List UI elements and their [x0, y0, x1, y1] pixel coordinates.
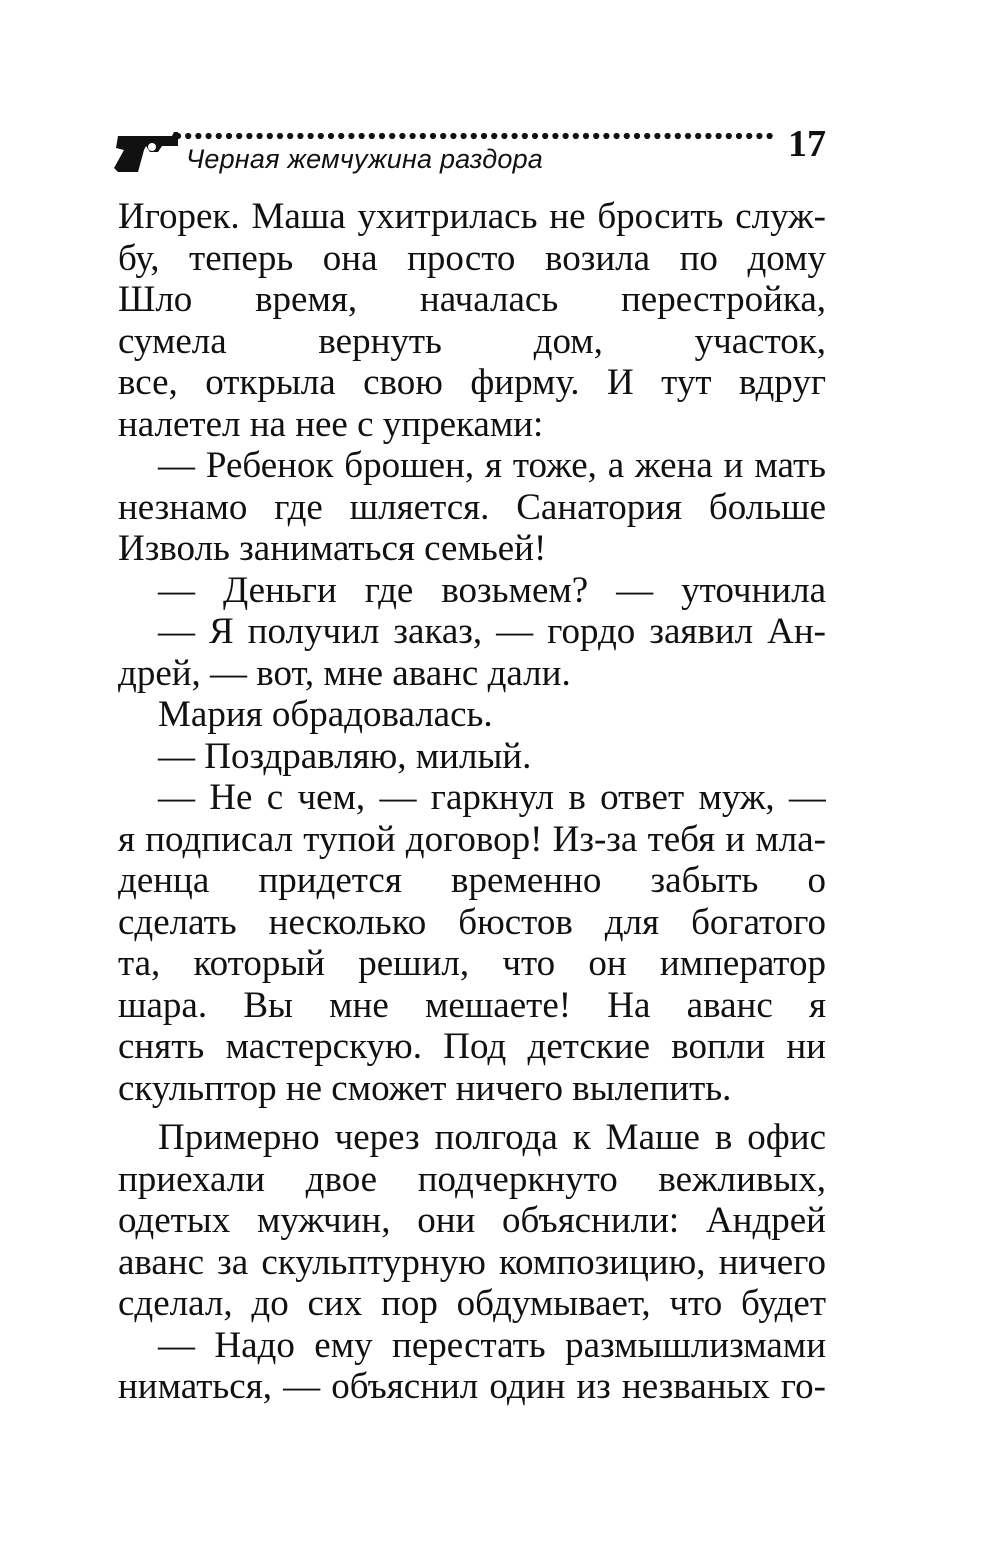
rule-dot — [583, 133, 589, 139]
rule-dot — [175, 133, 181, 139]
rule-dot — [348, 133, 354, 139]
text-line: скульптор не сможет ничего вылепить. — [118, 1067, 732, 1109]
rule-dot — [767, 133, 773, 139]
text-line: Шло время, началась перестройка, — [118, 279, 826, 320]
rule-dot — [736, 133, 742, 139]
rule-dot — [542, 133, 548, 139]
rule-dot — [420, 133, 426, 139]
page-number: 17 — [788, 123, 826, 165]
text-line: Игорек. Маша ухитрилась не бросить служ- — [118, 196, 826, 237]
text-line: та, который решил, что он император — [118, 943, 826, 984]
rule-dot — [481, 133, 487, 139]
revolver-icon — [112, 128, 178, 172]
text-line: — Не с чем, — гаркнул в ответ муж, — — [158, 777, 826, 818]
rule-dot — [379, 133, 385, 139]
text-line: Изволь заниматься семьей! — [118, 528, 547, 569]
text-line: сделать несколько бюстов для богатого — [118, 901, 826, 943]
running-header — [112, 118, 824, 180]
rule-dot — [257, 133, 263, 139]
rule-dot — [705, 133, 711, 139]
rule-dot — [297, 133, 303, 139]
rule-dot — [206, 133, 212, 139]
text-line: налетел на нее с упреками: — [118, 403, 544, 445]
rule-dot — [195, 133, 201, 139]
rule-dot — [440, 133, 446, 139]
text-line: — Поздравляю, милый. — [158, 735, 532, 777]
rule-dot — [634, 133, 640, 139]
rule-dot — [471, 133, 477, 139]
rule-dot — [491, 133, 497, 139]
rule-dot — [216, 133, 222, 139]
body-text — [118, 196, 826, 1408]
rule-dot — [644, 133, 650, 139]
rule-dot — [318, 133, 324, 139]
text-line: — Ребенок брошен, я тоже, а жена и мать — [158, 445, 826, 486]
rule-dot — [593, 133, 599, 139]
rule-dot — [716, 133, 722, 139]
rule-dot — [624, 133, 630, 139]
rule-dot — [450, 133, 456, 139]
text-line: — Деньги где возьмем? — уточнила — [158, 569, 826, 611]
rule-dot — [726, 133, 732, 139]
text-line: одетых мужчин, они объяснили: Андрей — [118, 1200, 826, 1241]
rule-dot — [369, 133, 375, 139]
rule-dot — [675, 133, 681, 139]
rule-dot — [287, 133, 293, 139]
rule-dot — [532, 133, 538, 139]
text-line: снять мастерскую. Под детские вопли ни — [118, 1026, 826, 1067]
rule-dot — [522, 133, 528, 139]
text-line: сделал, до сих пор обдумывает, что будет — [118, 1283, 826, 1324]
rule-dot — [573, 133, 579, 139]
rule-dot — [410, 133, 416, 139]
rule-dot — [665, 133, 671, 139]
rule-dot — [614, 133, 620, 139]
text-line: денца придется временно забыть о — [118, 860, 826, 901]
rule-dot — [267, 133, 273, 139]
text-line: ниматься, — объяснил один из незваных го- — [118, 1366, 826, 1407]
rule-dot — [246, 133, 252, 139]
text-line: незнамо где шляется. Санатория больше — [118, 486, 826, 528]
rule-dot — [685, 133, 691, 139]
rule-dot — [501, 133, 507, 139]
running-title: Черная жемчужина раздора — [186, 144, 544, 174]
text-line: сумела вернуть дом, участок, — [118, 320, 826, 362]
rule-dot — [308, 133, 314, 139]
rule-dot — [756, 133, 762, 139]
text-line: шара. Вы мне мешаете! На аванс я — [118, 984, 826, 1026]
rule-dot — [461, 133, 467, 139]
text-line: — Надо ему перестать размышлизмами — [158, 1324, 826, 1366]
rule-dot — [359, 133, 365, 139]
rule-dot — [389, 133, 395, 139]
text-line: дрей, — вот, мне аванс дали. — [118, 652, 571, 694]
rule-dot — [338, 133, 344, 139]
text-line: приехали двое подчеркнуто вежливых, — [118, 1158, 826, 1200]
rule-dot — [399, 133, 405, 139]
rule-dot — [277, 133, 283, 139]
text-line: Примерно через полгода к Маше в офис — [158, 1117, 826, 1158]
text-line: аванс за скульптурную композицию, ничего — [118, 1241, 826, 1283]
rule-dot — [563, 133, 569, 139]
text-line: бу, теперь она просто возила по дому — [118, 237, 826, 279]
rule-dot — [512, 133, 518, 139]
text-line: — Я получил заказ, — гордо заявил Ан- — [158, 611, 826, 652]
text-line: я подписал тупой договор! Из-за тебя и мла- — [118, 818, 826, 860]
rule-dot — [185, 133, 191, 139]
rule-dot — [695, 133, 701, 139]
rule-dot — [328, 133, 334, 139]
rule-dot — [226, 133, 232, 139]
text-line: все, открыла свою фирму. И тут вдруг — [118, 362, 826, 403]
rule-dot — [654, 133, 660, 139]
rule-dot — [236, 133, 242, 139]
rule-dot — [552, 133, 558, 139]
rule-dot — [746, 133, 752, 139]
rule-dot — [430, 133, 436, 139]
rule-dot — [603, 133, 609, 139]
text-line: Мария обрадовалась. — [158, 694, 493, 735]
